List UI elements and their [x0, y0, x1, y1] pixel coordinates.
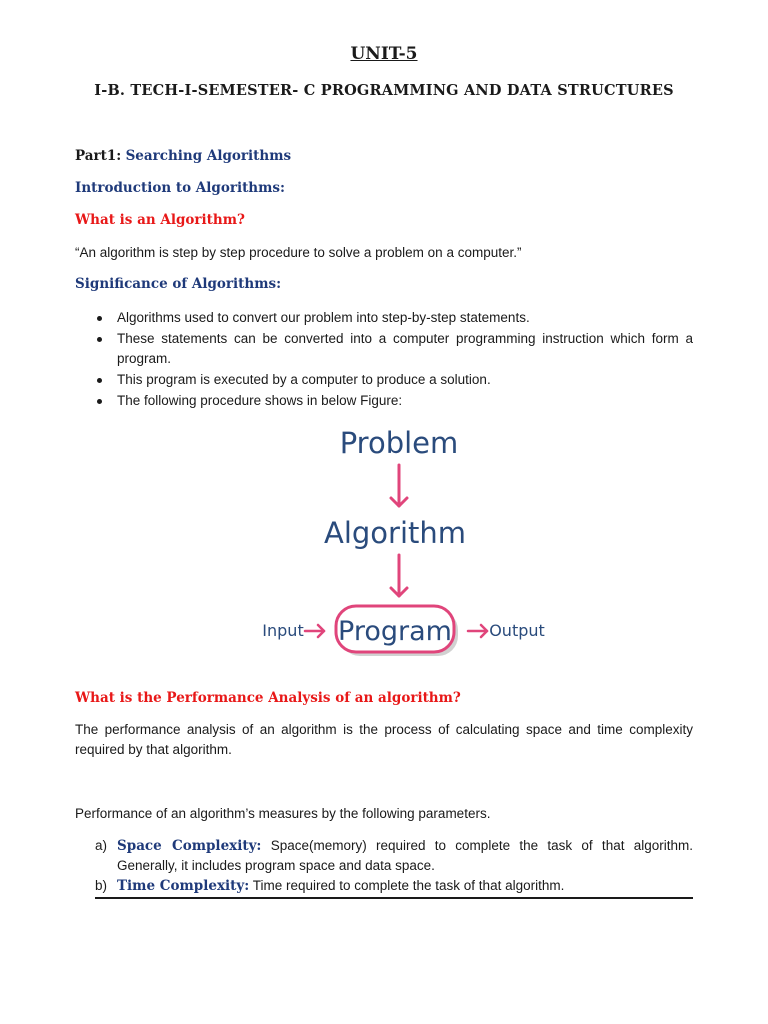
list-item: These statements can be converted into a computer programming instruction which form a program. — [75, 329, 693, 369]
bottom-divider — [95, 897, 693, 899]
arrow-down-icon — [391, 555, 407, 596]
part-title: Searching Algorithms — [125, 148, 292, 164]
course-title: I-B. TECH-I-SEMESTER- C PROGRAMMING AND DATA STRUCTURES — [94, 82, 674, 99]
arrow-right-icon — [468, 625, 487, 637]
list-marker: b) — [95, 878, 108, 893]
time-complexity-term: Time Complexity: — [117, 878, 250, 894]
significance-bullet-list — [75, 308, 693, 412]
figure-problem-label: Problem — [339, 426, 459, 460]
time-complexity-desc: Time required to complete the task of that algorithm. — [252, 878, 565, 893]
list-item — [95, 876, 693, 896]
figure-output-label: Output — [489, 621, 545, 640]
list-item — [95, 836, 693, 876]
performance-heading: What is the Performance Analysis of an algorithm? — [75, 690, 461, 706]
unit-title: UNIT-5 — [350, 44, 418, 64]
figure-input-label: Input — [262, 621, 304, 640]
intro-heading: Introduction to Algorithms: — [75, 180, 285, 196]
arrow-right-icon — [305, 625, 324, 637]
parameter-list — [95, 836, 693, 896]
algorithm-flow-figure — [256, 410, 550, 666]
list-item: The following procedure shows in below Figure: — [75, 391, 693, 411]
figure-algorithm-label: Algorithm — [323, 516, 467, 550]
measures-intro: Performance of an algorithm’s measures by the following parameters. — [75, 806, 491, 821]
what-is-algorithm-heading: What is an Algorithm? — [75, 212, 245, 228]
part-heading — [75, 148, 291, 164]
space-complexity-term: Space Complexity: — [117, 838, 262, 854]
list-marker: a) — [95, 838, 108, 853]
arrow-down-icon — [391, 465, 407, 506]
figure-program-label: Program — [338, 616, 452, 647]
list-item: Algorithms used to convert our problem into step-by-step statements. — [75, 308, 693, 328]
part-prefix: Part1: — [75, 148, 122, 164]
performance-paragraph: The performance analysis of an algorithm is the process of calculating space and time complexity required by that algorithm. — [75, 722, 693, 757]
algorithm-definition: “An algorithm is step by step procedure to solve a problem on a computer.” — [75, 245, 522, 260]
significance-heading: Significance of Algorithms: — [75, 276, 282, 292]
list-item: This program is executed by a computer to produce a solution. — [75, 370, 693, 390]
space-complexity-desc: Space(memory) required to complete the task of that algorithm. Generally, it includes program space and data space. — [117, 838, 693, 873]
